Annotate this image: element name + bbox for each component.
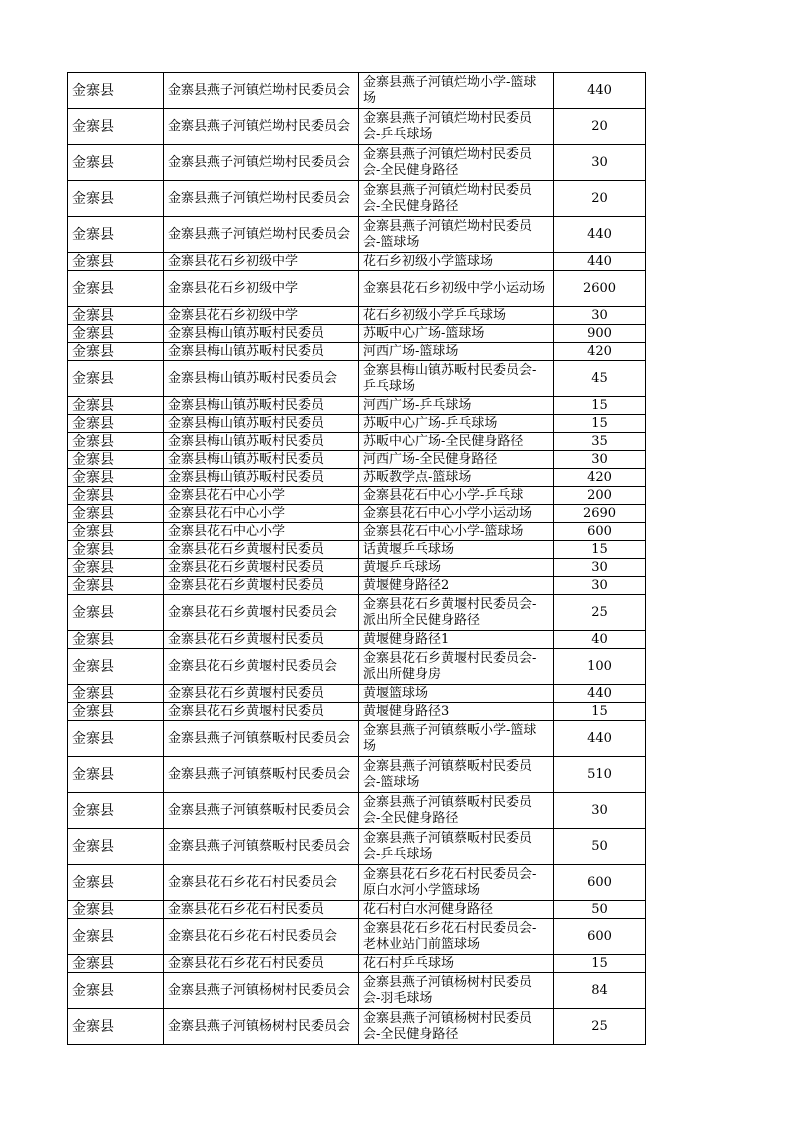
unit-cell: 金寨县花石乡黄堰村民委员 xyxy=(164,703,359,721)
county-cell: 金寨县 xyxy=(68,325,164,343)
venue-cell: 河西广场-篮球场 xyxy=(359,343,554,361)
county-cell: 金寨县 xyxy=(68,271,164,307)
venue-cell: 河西广场-乒乓球场 xyxy=(359,397,554,415)
county-cell: 金寨县 xyxy=(68,757,164,793)
venue-cell: 黄堰健身路径3 xyxy=(359,703,554,721)
venue-cell: 金寨县燕子河镇蔡畈小学-篮球场 xyxy=(359,721,554,757)
table-row xyxy=(68,865,646,901)
area-cell: 20 xyxy=(554,109,646,145)
unit-cell: 金寨县燕子河镇蔡畈村民委员会 xyxy=(164,721,359,757)
table-row xyxy=(68,703,646,721)
area-cell: 45 xyxy=(554,361,646,397)
area-cell: 84 xyxy=(554,973,646,1009)
county-cell: 金寨县 xyxy=(68,415,164,433)
venue-cell: 苏畈中心广场-篮球场 xyxy=(359,325,554,343)
area-cell: 440 xyxy=(554,217,646,253)
table-row xyxy=(68,307,646,325)
county-cell: 金寨县 xyxy=(68,685,164,703)
area-cell: 30 xyxy=(554,577,646,595)
area-cell: 30 xyxy=(554,145,646,181)
unit-cell: 金寨县花石中心小学 xyxy=(164,487,359,505)
table-row xyxy=(68,433,646,451)
area-cell: 15 xyxy=(554,415,646,433)
unit-cell: 金寨县梅山镇苏畈村民委员 xyxy=(164,343,359,361)
area-cell: 420 xyxy=(554,469,646,487)
area-cell: 440 xyxy=(554,73,646,109)
table-row xyxy=(68,919,646,955)
table-row xyxy=(68,217,646,253)
unit-cell: 金寨县花石乡花石村民委员会 xyxy=(164,865,359,901)
unit-cell: 金寨县花石乡黄堰村民委员 xyxy=(164,559,359,577)
unit-cell: 金寨县燕子河镇烂坳村民委员会 xyxy=(164,145,359,181)
venue-cell: 花石村白水河健身路径 xyxy=(359,901,554,919)
unit-cell: 金寨县梅山镇苏畈村民委员 xyxy=(164,469,359,487)
area-cell: 30 xyxy=(554,559,646,577)
venue-cell: 金寨县燕子河镇蔡畈村民委员会-乒乓球场 xyxy=(359,829,554,865)
table-row xyxy=(68,955,646,973)
county-cell: 金寨县 xyxy=(68,361,164,397)
county-cell: 金寨县 xyxy=(68,541,164,559)
table-row xyxy=(68,325,646,343)
unit-cell: 金寨县花石乡初级中学 xyxy=(164,307,359,325)
venue-cell: 金寨县燕子河镇蔡畈村民委员会-篮球场 xyxy=(359,757,554,793)
table-row xyxy=(68,685,646,703)
area-cell: 510 xyxy=(554,757,646,793)
table-row xyxy=(68,631,646,649)
county-cell: 金寨县 xyxy=(68,577,164,595)
area-cell: 440 xyxy=(554,685,646,703)
table-row xyxy=(68,253,646,271)
venue-cell: 金寨县花石乡初级中学小运动场 xyxy=(359,271,554,307)
area-cell: 600 xyxy=(554,919,646,955)
venue-cell: 苏畈中心广场-全民健身路径 xyxy=(359,433,554,451)
venue-cell: 金寨县燕子河镇烂坳村民委员会-乒乓球场 xyxy=(359,109,554,145)
area-cell: 50 xyxy=(554,901,646,919)
area-cell: 900 xyxy=(554,325,646,343)
venue-cell: 苏畈教学点-篮球场 xyxy=(359,469,554,487)
county-cell: 金寨县 xyxy=(68,955,164,973)
county-cell: 金寨县 xyxy=(68,397,164,415)
unit-cell: 金寨县花石乡黄堰村民委员会 xyxy=(164,595,359,631)
unit-cell: 金寨县梅山镇苏畈村民委员 xyxy=(164,433,359,451)
table-row xyxy=(68,109,646,145)
county-cell: 金寨县 xyxy=(68,829,164,865)
venue-cell: 花石村乒乓球场 xyxy=(359,955,554,973)
area-cell: 2600 xyxy=(554,271,646,307)
venue-cell: 黄堰篮球场 xyxy=(359,685,554,703)
venue-cell: 金寨县梅山镇苏畈村民委员会-乒乓球场 xyxy=(359,361,554,397)
unit-cell: 金寨县梅山镇苏畈村民委员 xyxy=(164,415,359,433)
area-cell: 420 xyxy=(554,343,646,361)
unit-cell: 金寨县梅山镇苏畈村民委员 xyxy=(164,325,359,343)
venue-cell: 苏畈中心广场-乒乓球场 xyxy=(359,415,554,433)
county-cell: 金寨县 xyxy=(68,523,164,541)
venue-cell: 花石乡初级小学乒乓球场 xyxy=(359,307,554,325)
table-row xyxy=(68,361,646,397)
area-cell: 50 xyxy=(554,829,646,865)
county-cell: 金寨县 xyxy=(68,901,164,919)
unit-cell: 金寨县花石中心小学 xyxy=(164,523,359,541)
table-row xyxy=(68,721,646,757)
unit-cell: 金寨县花石乡黄堰村民委员 xyxy=(164,577,359,595)
table-row xyxy=(68,73,646,109)
venue-cell: 金寨县花石中心小学-乒乓球 xyxy=(359,487,554,505)
county-cell: 金寨县 xyxy=(68,631,164,649)
venue-cell: 金寨县花石中心小学小运动场 xyxy=(359,505,554,523)
county-cell: 金寨县 xyxy=(68,307,164,325)
county-cell: 金寨县 xyxy=(68,505,164,523)
venue-cell: 金寨县燕子河镇杨树村民委员会-全民健身路径 xyxy=(359,1009,554,1045)
venue-cell: 金寨县花石乡花石村民委员会-原白水河小学篮球场 xyxy=(359,865,554,901)
county-cell: 金寨县 xyxy=(68,73,164,109)
table-row xyxy=(68,973,646,1009)
county-cell: 金寨县 xyxy=(68,433,164,451)
county-cell: 金寨县 xyxy=(68,919,164,955)
area-cell: 30 xyxy=(554,793,646,829)
county-cell: 金寨县 xyxy=(68,109,164,145)
venue-cell: 黄堰乒乓球场 xyxy=(359,559,554,577)
venue-cell: 金寨县燕子河镇蔡畈村民委员会-全民健身路径 xyxy=(359,793,554,829)
table-row xyxy=(68,415,646,433)
venue-cell: 黄堰健身路径1 xyxy=(359,631,554,649)
venue-cell: 金寨县花石乡黄堰村民委员会-派出所健身房 xyxy=(359,649,554,685)
unit-cell: 金寨县花石中心小学 xyxy=(164,505,359,523)
county-cell: 金寨县 xyxy=(68,703,164,721)
venue-table-body xyxy=(68,73,646,1045)
table-row xyxy=(68,829,646,865)
area-cell: 440 xyxy=(554,721,646,757)
unit-cell: 金寨县花石乡黄堰村民委员 xyxy=(164,631,359,649)
table-row xyxy=(68,901,646,919)
area-cell: 200 xyxy=(554,487,646,505)
venue-cell: 金寨县花石乡黄堰村民委员会-派出所全民健身路径 xyxy=(359,595,554,631)
venue-table xyxy=(67,72,646,1045)
unit-cell: 金寨县梅山镇苏畈村民委员会 xyxy=(164,361,359,397)
area-cell: 25 xyxy=(554,595,646,631)
area-cell: 600 xyxy=(554,523,646,541)
unit-cell: 金寨县燕子河镇蔡畈村民委员会 xyxy=(164,829,359,865)
area-cell: 15 xyxy=(554,397,646,415)
table-row xyxy=(68,451,646,469)
unit-cell: 金寨县燕子河镇烂坳村民委员会 xyxy=(164,217,359,253)
unit-cell: 金寨县燕子河镇杨树村民委员会 xyxy=(164,1009,359,1045)
venue-cell: 金寨县燕子河镇烂坳村民委员会-全民健身路径 xyxy=(359,145,554,181)
table-row xyxy=(68,559,646,577)
county-cell: 金寨县 xyxy=(68,253,164,271)
table-row xyxy=(68,1009,646,1045)
county-cell: 金寨县 xyxy=(68,721,164,757)
unit-cell: 金寨县花石乡花石村民委员会 xyxy=(164,919,359,955)
venue-cell: 金寨县花石乡花石村民委员会-老林业站门前篮球场 xyxy=(359,919,554,955)
county-cell: 金寨县 xyxy=(68,973,164,1009)
county-cell: 金寨县 xyxy=(68,487,164,505)
county-cell: 金寨县 xyxy=(68,145,164,181)
venue-cell: 金寨县燕子河镇烂坳村民委员会-篮球场 xyxy=(359,217,554,253)
county-cell: 金寨县 xyxy=(68,793,164,829)
county-cell: 金寨县 xyxy=(68,469,164,487)
area-cell: 600 xyxy=(554,865,646,901)
table-row xyxy=(68,541,646,559)
venue-cell: 话黄堰乒乓球场 xyxy=(359,541,554,559)
area-cell: 15 xyxy=(554,541,646,559)
area-cell: 15 xyxy=(554,703,646,721)
table-row xyxy=(68,523,646,541)
table-row xyxy=(68,343,646,361)
unit-cell: 金寨县花石乡黄堰村民委员会 xyxy=(164,649,359,685)
unit-cell: 金寨县花石乡花石村民委员 xyxy=(164,955,359,973)
area-cell: 40 xyxy=(554,631,646,649)
county-cell: 金寨县 xyxy=(68,865,164,901)
unit-cell: 金寨县梅山镇苏畈村民委员 xyxy=(164,451,359,469)
unit-cell: 金寨县燕子河镇烂坳村民委员会 xyxy=(164,73,359,109)
area-cell: 100 xyxy=(554,649,646,685)
table-row xyxy=(68,271,646,307)
area-cell: 20 xyxy=(554,181,646,217)
table-row xyxy=(68,487,646,505)
area-cell: 35 xyxy=(554,433,646,451)
county-cell: 金寨县 xyxy=(68,649,164,685)
venue-cell: 黄堰健身路径2 xyxy=(359,577,554,595)
table-row xyxy=(68,649,646,685)
table-row xyxy=(68,595,646,631)
table-row xyxy=(68,793,646,829)
table-row xyxy=(68,469,646,487)
venue-cell: 金寨县燕子河镇烂坳村民委员会-全民健身路径 xyxy=(359,181,554,217)
unit-cell: 金寨县花石乡花石村民委员 xyxy=(164,901,359,919)
unit-cell: 金寨县燕子河镇蔡畈村民委员会 xyxy=(164,793,359,829)
unit-cell: 金寨县花石乡初级中学 xyxy=(164,253,359,271)
county-cell: 金寨县 xyxy=(68,181,164,217)
venue-cell: 花石乡初级小学篮球场 xyxy=(359,253,554,271)
table-row xyxy=(68,505,646,523)
area-cell: 15 xyxy=(554,955,646,973)
area-cell: 30 xyxy=(554,307,646,325)
unit-cell: 金寨县燕子河镇蔡畈村民委员会 xyxy=(164,757,359,793)
table-row xyxy=(68,145,646,181)
unit-cell: 金寨县花石乡黄堰村民委员 xyxy=(164,685,359,703)
area-cell: 25 xyxy=(554,1009,646,1045)
venue-cell: 金寨县燕子河镇杨树村民委员会-羽毛球场 xyxy=(359,973,554,1009)
unit-cell: 金寨县梅山镇苏畈村民委员 xyxy=(164,397,359,415)
venue-cell: 金寨县燕子河镇烂坳小学-篮球场 xyxy=(359,73,554,109)
county-cell: 金寨县 xyxy=(68,217,164,253)
venue-cell: 河西广场-全民健身路径 xyxy=(359,451,554,469)
unit-cell: 金寨县燕子河镇烂坳村民委员会 xyxy=(164,181,359,217)
table-row xyxy=(68,757,646,793)
table-row xyxy=(68,397,646,415)
table-row xyxy=(68,577,646,595)
area-cell: 440 xyxy=(554,253,646,271)
county-cell: 金寨县 xyxy=(68,1009,164,1045)
table-row xyxy=(68,181,646,217)
unit-cell: 金寨县花石乡黄堰村民委员 xyxy=(164,541,359,559)
county-cell: 金寨县 xyxy=(68,559,164,577)
unit-cell: 金寨县燕子河镇杨树村民委员会 xyxy=(164,973,359,1009)
unit-cell: 金寨县燕子河镇烂坳村民委员会 xyxy=(164,109,359,145)
county-cell: 金寨县 xyxy=(68,343,164,361)
area-cell: 2690 xyxy=(554,505,646,523)
county-cell: 金寨县 xyxy=(68,451,164,469)
area-cell: 30 xyxy=(554,451,646,469)
unit-cell: 金寨县花石乡初级中学 xyxy=(164,271,359,307)
county-cell: 金寨县 xyxy=(68,595,164,631)
venue-cell: 金寨县花石中心小学-篮球场 xyxy=(359,523,554,541)
